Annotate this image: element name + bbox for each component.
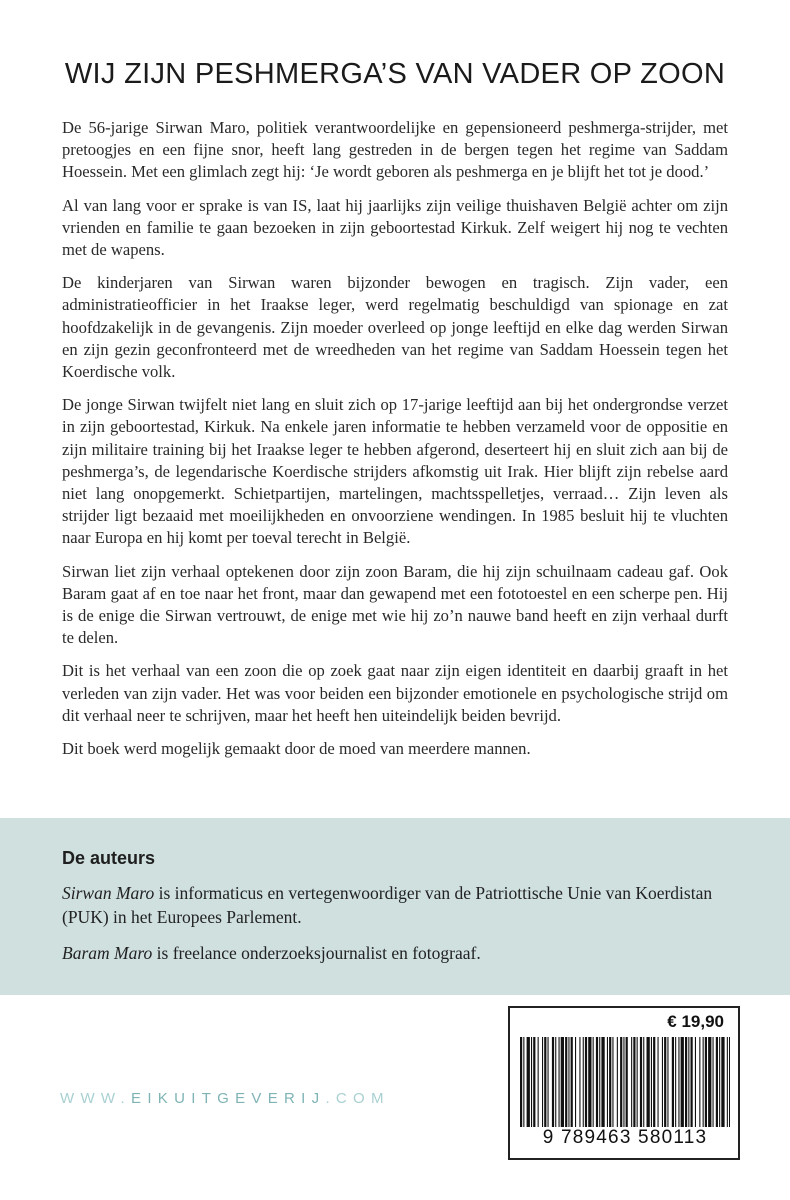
barcode-bar: [640, 1037, 642, 1127]
barcode-bar: [658, 1037, 659, 1127]
barcode-bar: [664, 1037, 666, 1127]
book-title: WIJ ZIJN PESHMERGA’S VAN VADER OP ZOON: [64, 58, 726, 90]
barcode-bar: [626, 1037, 628, 1127]
barcode-bar: [531, 1037, 532, 1127]
website-suffix: .COM: [325, 1090, 390, 1107]
authors-content: [62, 848, 728, 977]
price-label: € 19,90: [667, 1012, 724, 1031]
barcode-bar: [699, 1037, 700, 1127]
barcode-bar: [685, 1037, 687, 1127]
barcode-bar: [678, 1037, 679, 1127]
barcode-bar: [623, 1037, 624, 1127]
barcode-bar: [681, 1037, 684, 1127]
publisher-website[interactable]: [60, 1090, 390, 1107]
barcode-bar: [719, 1037, 720, 1127]
barcode-bar: [727, 1037, 728, 1127]
barcode-bar: [672, 1037, 674, 1127]
blurb-paragraph-2: Al van lang voor er sprake is van IS, laat hij jaarlijks zijn veilige thuishaven België achter om zijn vrienden en familie te gaan bezoeken in zijn geboortestad Kirkuk. Zelf weigert hij nog te vechten met de wapens.: [62, 195, 728, 260]
barcode-bar: [703, 1037, 704, 1127]
author-bio-baram: [62, 941, 728, 965]
barcode-bar: [565, 1037, 567, 1127]
barcode-bar: [571, 1037, 573, 1127]
barcode-bar: [533, 1037, 535, 1127]
author-text-baram: is freelance onderzoeksjournalist en fotograaf.: [152, 943, 481, 963]
blurb-paragraph-3: De kinderjaren van Sirwan waren bijzonder bewogen en tragisch. Zijn vader, een administratieofficier in het Iraakse leger, werd regelmatig beschuldigd van spionage en zat hoofdzakelijk in de gevangenis. Zijn moeder overleed op jonge leeftijd en elke dag werden Sirwan en zijn gezin geconfronteerd met de wreedheden van het regime van Saddam Hoessein tegen het Koerdische volk.: [62, 273, 728, 382]
barcode-bar: [643, 1037, 644, 1127]
blurb-text: [62, 117, 728, 771]
barcode-bar: [675, 1037, 676, 1127]
barcode-bar: [538, 1037, 539, 1127]
authors-heading: De auteurs: [62, 848, 156, 868]
barcode-bar: [620, 1037, 622, 1127]
barcode-bar: [575, 1037, 576, 1127]
barcode-bar: [593, 1037, 594, 1127]
barcode-bar: [607, 1037, 608, 1127]
barcode-label: [508, 1006, 740, 1160]
barcode-bar: [555, 1037, 556, 1127]
barcode-bar: [708, 1037, 711, 1127]
barcode-bar: [691, 1037, 693, 1127]
barcode-bar: [609, 1037, 611, 1127]
barcode-bar: [662, 1037, 663, 1127]
barcode-bar: [716, 1037, 718, 1127]
author-bio-sirwan: [62, 881, 728, 929]
barcode-bar: [713, 1037, 714, 1127]
barcode-bar: [637, 1037, 638, 1127]
barcode-bar: [647, 1037, 650, 1127]
barcode-bar: [544, 1037, 546, 1127]
barcode-bar: [633, 1037, 635, 1127]
barcode-bar: [612, 1037, 613, 1127]
barcode-bar: [596, 1037, 598, 1127]
barcode-bar: [688, 1037, 689, 1127]
blurb-paragraph-7: Dit boek werd mogelijk gemaakt door de moed van meerdere mannen.: [62, 739, 531, 759]
website-name: EIKUITGEVERIJ: [131, 1090, 326, 1107]
barcode-bar: [599, 1037, 600, 1127]
authors-section: [0, 818, 790, 995]
barcode-bar: [705, 1037, 707, 1127]
barcode-bar: [552, 1037, 554, 1127]
website-prefix: WWW.: [60, 1090, 132, 1107]
barcode-bar: [601, 1037, 604, 1127]
blurb-paragraph-4: De jonge Sirwan twijfelt niet lang en sluit zich op 17-jarige leeftijd aan bij het ondergrondse verzet in zijn geboortestad, Kirkuk. Na enkele jaren informatie te hebben verzameld voor de oppositie en zijn militaire training bij het Iraakse leger te hebben afgerond, deserteert hij en sluit zich aan bij de peshmerga’s, de legendarische Koerdische strijders afkomstig uit Irak. Hier blijft zijn rebelse aard niet lang onopgemerkt. Schietpartijen, martelingen, machtsspelletjes, verraad… Zijn leven als strijder ligt bezaaid met moeilijkheden en onvoorziene wendingen. In 1985 besluit hij te vluchten naar Europa en hij komt per toeval terecht in België.: [62, 395, 728, 548]
author-name-sirwan: Sirwan Maro: [62, 883, 155, 903]
barcode-bar: [588, 1037, 591, 1127]
author-name-baram: Baram Maro: [62, 943, 153, 963]
barcode-bar: [583, 1037, 584, 1127]
barcode-bar: [520, 1037, 522, 1127]
barcode-bar: [729, 1037, 730, 1127]
barcode-bar: [617, 1037, 618, 1127]
barcode-bar: [631, 1037, 632, 1127]
barcode-bar: [561, 1037, 564, 1127]
barcode-bar: [548, 1037, 549, 1127]
barcode-bar: [695, 1037, 696, 1127]
barcode-bar: [523, 1037, 524, 1127]
blurb-paragraph-1: De 56-jarige Sirwan Maro, politiek verantwoordelijke en gepensioneerd peshmerga-strijder, met pretoogjes en een fijne snor, heeft lang gestreden in de bergen tegen het regime van Saddam Hoessein. Met een glimlach zegt hij: ‘Je wordt geboren als peshmerga en je blijft het tot je dood.’: [62, 118, 728, 182]
barcode-bar: [653, 1037, 655, 1127]
barcode-image: [520, 1037, 730, 1127]
blurb-paragraph-6: Dit is het verhaal van een zoon die op zoek gaat naar zijn eigen identiteit en daarbij graaft in het verleden van zijn vader. Het was voor beiden een bijzonder emotionele en psychologische strijd om dit verhaal neer te schrijven, maar het heeft hen uiteindelijk beiden bevrijd.: [62, 661, 728, 725]
blurb-paragraph-5: Sirwan liet zijn verhaal optekenen door zijn zoon Baram, die hij zijn schuilnaam cadeau gaf. Ook Baram gaat af en toe naar het front, maar dan gewapend met een fototoestel en een scherpe pen. Hij is de enige die Sirwan vertrouwt, de enige met wie hij zo’n nauwe band heeft en zijn verhaal durft te delen.: [62, 561, 728, 648]
barcode-bar: [568, 1037, 569, 1127]
barcode-bar: [559, 1037, 560, 1127]
barcode-bar: [542, 1037, 543, 1127]
isbn-number: 9 789463 580113: [542, 1127, 708, 1148]
barcode-bar: [585, 1037, 587, 1127]
barcode-bar: [667, 1037, 668, 1127]
barcode-bar: [527, 1037, 530, 1127]
barcode-bar: [651, 1037, 652, 1127]
author-text-sirwan: is informaticus en vertegenwoordiger van de Patriottische Unie van Koerdistan (PUK) in het Europees Parlement.: [62, 883, 713, 927]
barcode-bar: [721, 1037, 724, 1127]
barcode-bar: [579, 1037, 580, 1127]
